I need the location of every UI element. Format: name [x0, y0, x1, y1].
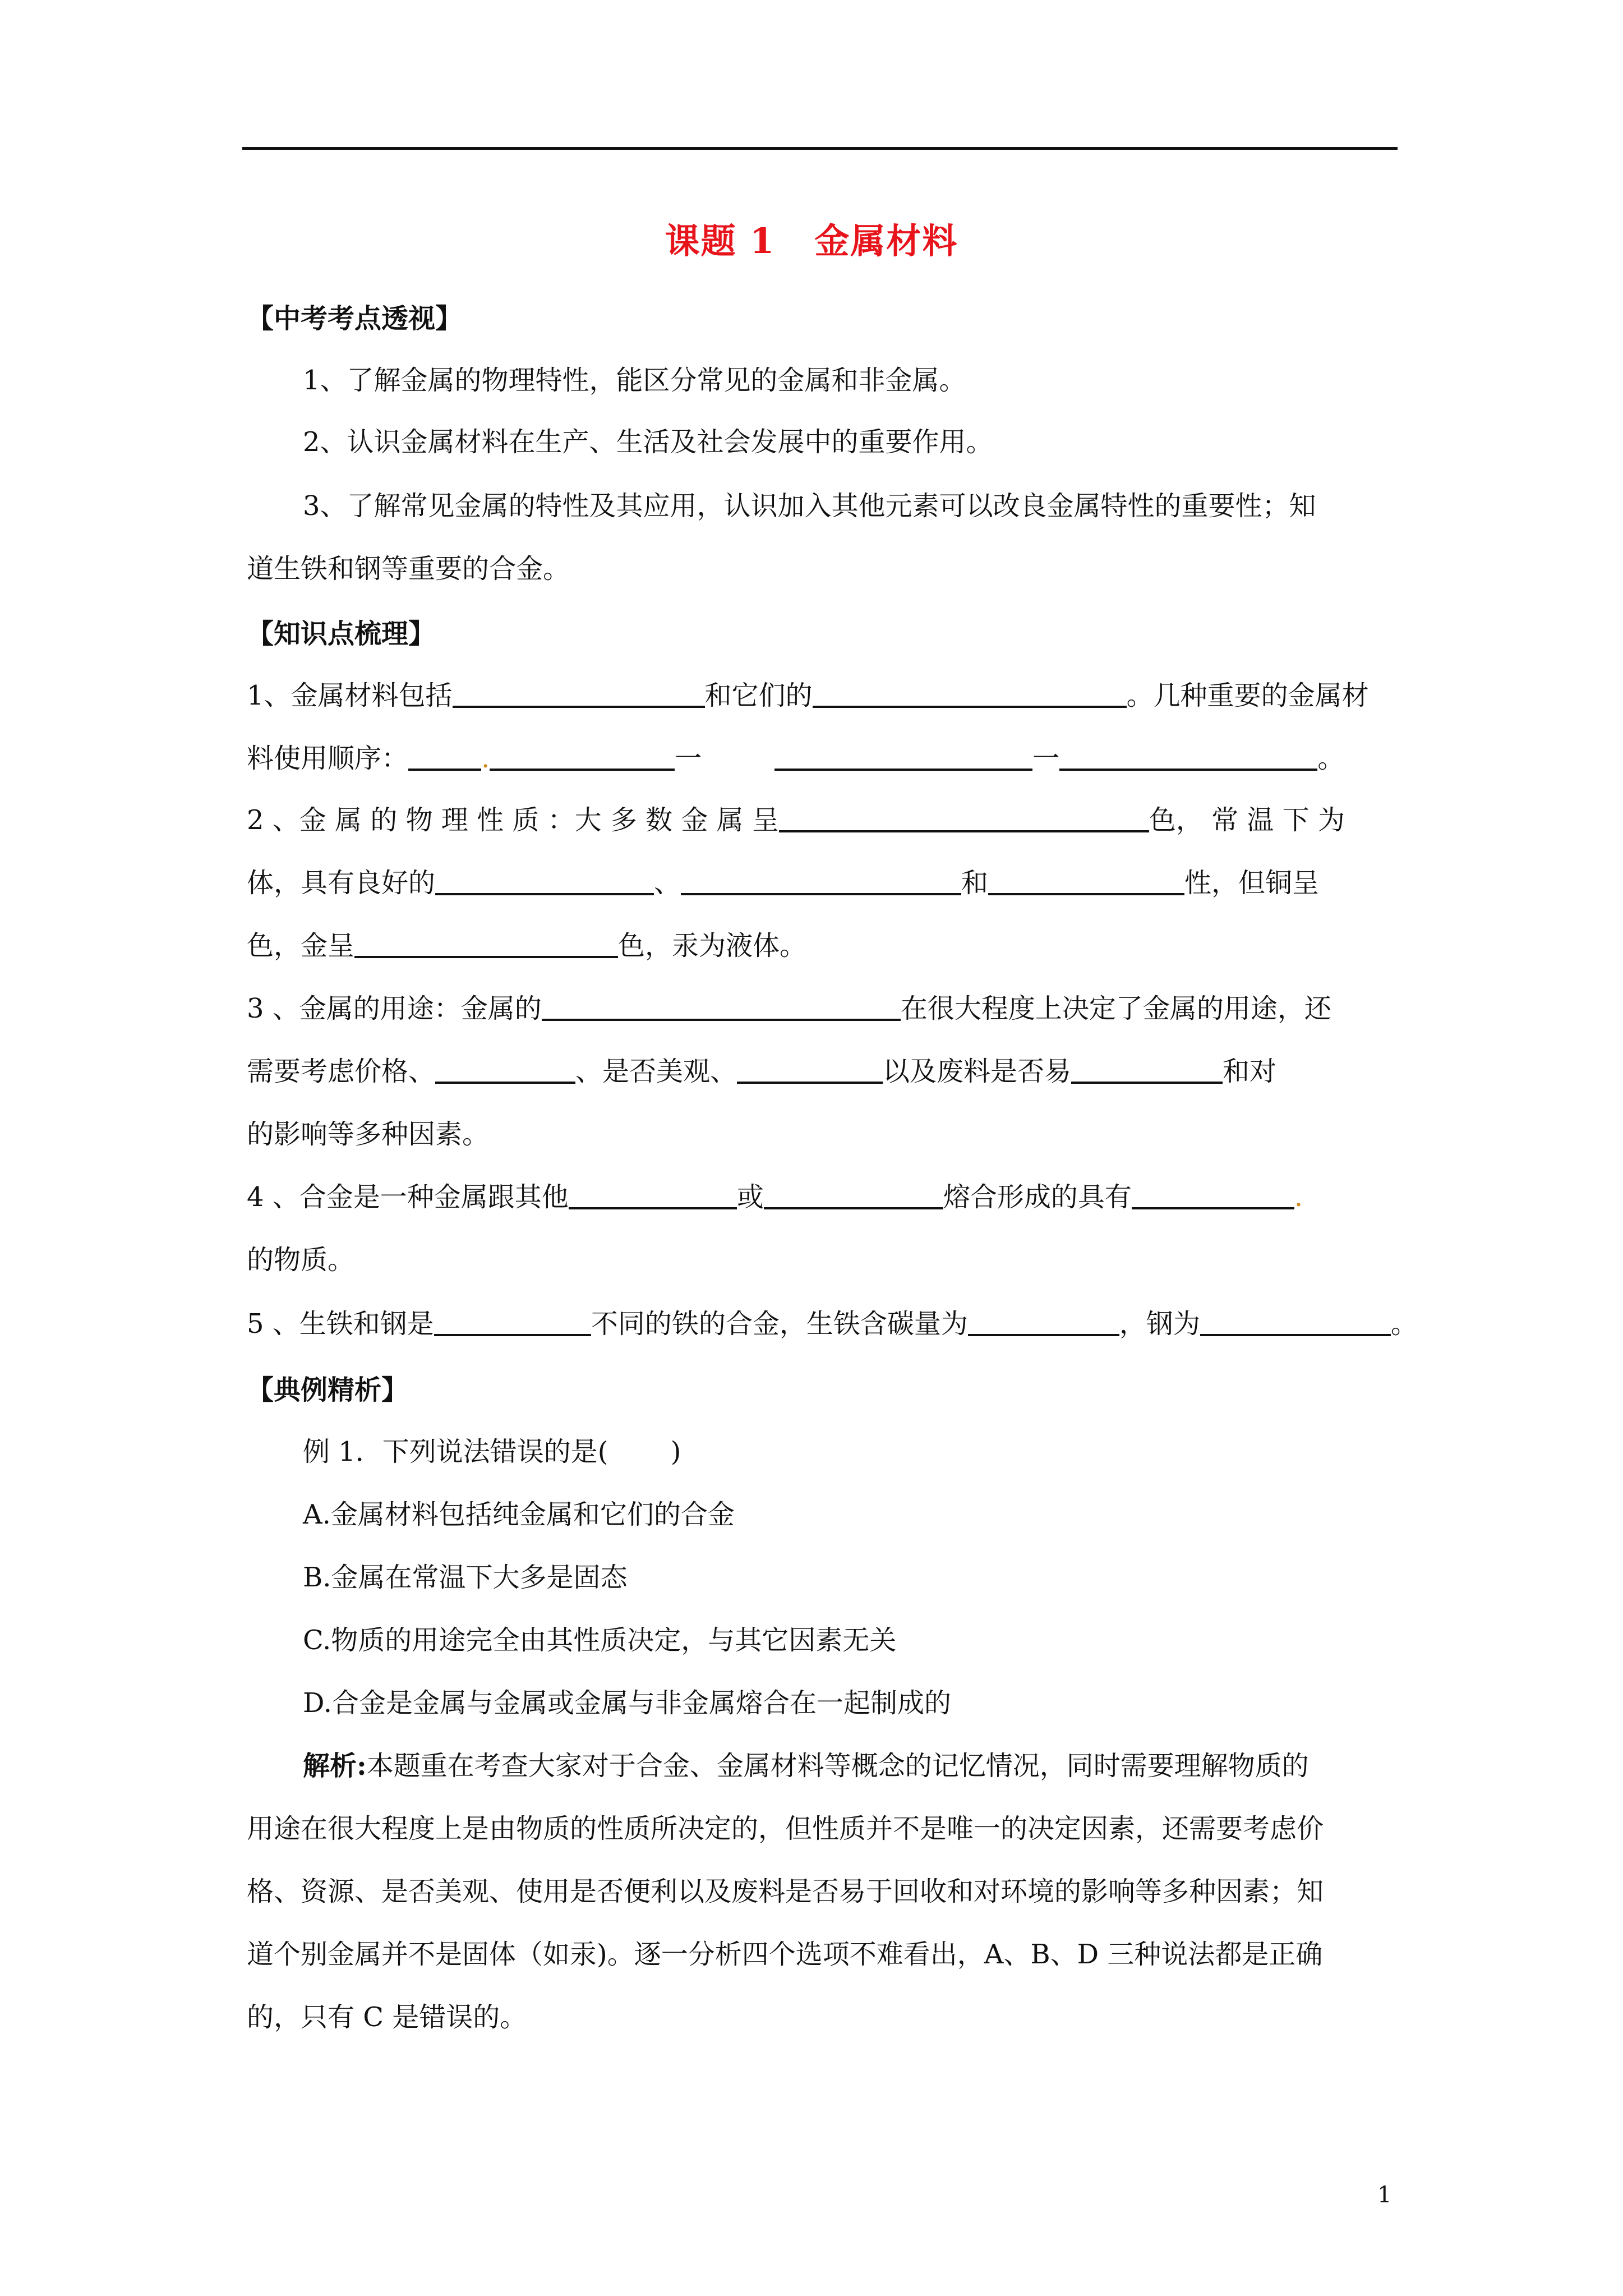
- analysis-line-1: 解析:本题重在考查大家对于合金、金属材料等概念的记忆情况，同时需要理解物质的: [303, 1750, 1309, 1782]
- blank[interactable]: [434, 1308, 591, 1336]
- analysis-line-5: 的，只有 C 是错误的。: [247, 2001, 527, 2033]
- knowledge-item-2-cont: 体，具有良好的 、 和 性，但铜呈: [247, 867, 1320, 899]
- blank[interactable]: [408, 743, 481, 771]
- option-d: D.合金是金属与金属或金属与非金属熔合在一起制成的: [303, 1687, 952, 1719]
- title-lesson-number: 课题 1: [665, 220, 776, 261]
- blank[interactable]: [569, 1181, 737, 1209]
- analysis-label: 解析:: [303, 1750, 367, 1782]
- analysis-line-2: 用途在很大程度上是由物质的性质所决定的，但性质并不是唯一的决定因素，还需要考虑价: [247, 1813, 1324, 1844]
- knowledge-item-1-cont: 料使用顺序： . 一 一 。: [247, 743, 1345, 774]
- knowledge-item-2: 2 、金 属 的 物 理 性 质 ：大 多 数 金 属 呈 色， 常 温 下 为: [247, 804, 1345, 836]
- example-question: 例 1．下列说法错误的是( ): [303, 1436, 681, 1467]
- blank[interactable]: [774, 743, 1032, 771]
- blank[interactable]: [1071, 1056, 1223, 1084]
- knowledge-item-4-cont: 的物质。: [247, 1244, 355, 1276]
- exam-point-3: 3、了解常见金属的特性及其应用，认识加入其他元素可以改良金属特性的重要性；知: [303, 490, 1316, 522]
- page-number: 1: [1377, 2182, 1392, 2208]
- knowledge-item-3: 3 、金属的用途：金属的 在很大程度上决定了金属的用途，还: [247, 993, 1331, 1024]
- blank[interactable]: [1059, 743, 1317, 771]
- knowledge-item-3-cont2: 的影响等多种因素。: [247, 1119, 490, 1150]
- exam-point-3-cont: 道生铁和钢等重要的合金。: [247, 553, 570, 585]
- option-a: A.金属材料包括纯金属和它们的合金: [303, 1499, 735, 1530]
- title-topic: 金属材料: [814, 220, 958, 261]
- blank[interactable]: [1200, 1308, 1391, 1336]
- blank[interactable]: [490, 743, 675, 771]
- section-exam-points: 【中考考点透视】: [247, 303, 463, 334]
- blank[interactable]: [737, 1056, 883, 1084]
- exam-point-1: 1、了解金属的物理特性，能区分常见的金属和非金属。: [303, 365, 966, 396]
- blank[interactable]: [354, 930, 618, 958]
- header-rule: [242, 147, 1398, 150]
- knowledge-item-5: 5 、生铁和钢是 不同的铁的合金，生铁含碳量为 ，钢为 。: [247, 1308, 1418, 1340]
- analysis-line-4: 道个别金属并不是固体（如汞)。逐一分析四个选项不难看出，A、B、D 三种说法都是正确: [247, 1939, 1323, 1970]
- knowledge-item-4: 4 、合金是一种金属跟其他 或 熔合形成的具有 .: [247, 1181, 1303, 1213]
- blank[interactable]: [813, 680, 1127, 708]
- blank[interactable]: [779, 804, 1149, 832]
- knowledge-item-1: 1、金属材料包括 和它们的 。几种重要的金属材: [247, 680, 1369, 711]
- blank[interactable]: [542, 993, 901, 1021]
- option-c: C.物质的用途完全由其性质决定，与其它因素无关: [303, 1625, 897, 1656]
- page-title: [0, 213, 1623, 263]
- blank[interactable]: [435, 867, 654, 895]
- blank[interactable]: [764, 1181, 943, 1209]
- blank[interactable]: [1132, 1181, 1294, 1209]
- option-b: B.金属在常温下大多是固态: [303, 1562, 628, 1593]
- exam-point-2: 2、认识金属材料在生产、生活及社会发展中的重要作用。: [303, 426, 993, 458]
- section-knowledge: 【知识点梳理】: [247, 618, 436, 650]
- section-examples: 【典例精析】: [247, 1374, 409, 1406]
- analysis-line-3: 格、资源、是否美观、使用是否便利以及废料是否易于回收和对环境的影响等多种因素；知: [247, 1876, 1324, 1907]
- blank[interactable]: [988, 867, 1184, 895]
- knowledge-item-2-cont2: 色，金呈 色，汞为液体。: [247, 930, 807, 961]
- blank[interactable]: [681, 867, 961, 895]
- blank[interactable]: [968, 1308, 1119, 1336]
- blank[interactable]: [435, 1056, 575, 1084]
- blank[interactable]: [453, 680, 705, 708]
- knowledge-item-3-cont: 需要考虑价格、 、是否美观、 以及废料是否易 和对: [247, 1056, 1277, 1087]
